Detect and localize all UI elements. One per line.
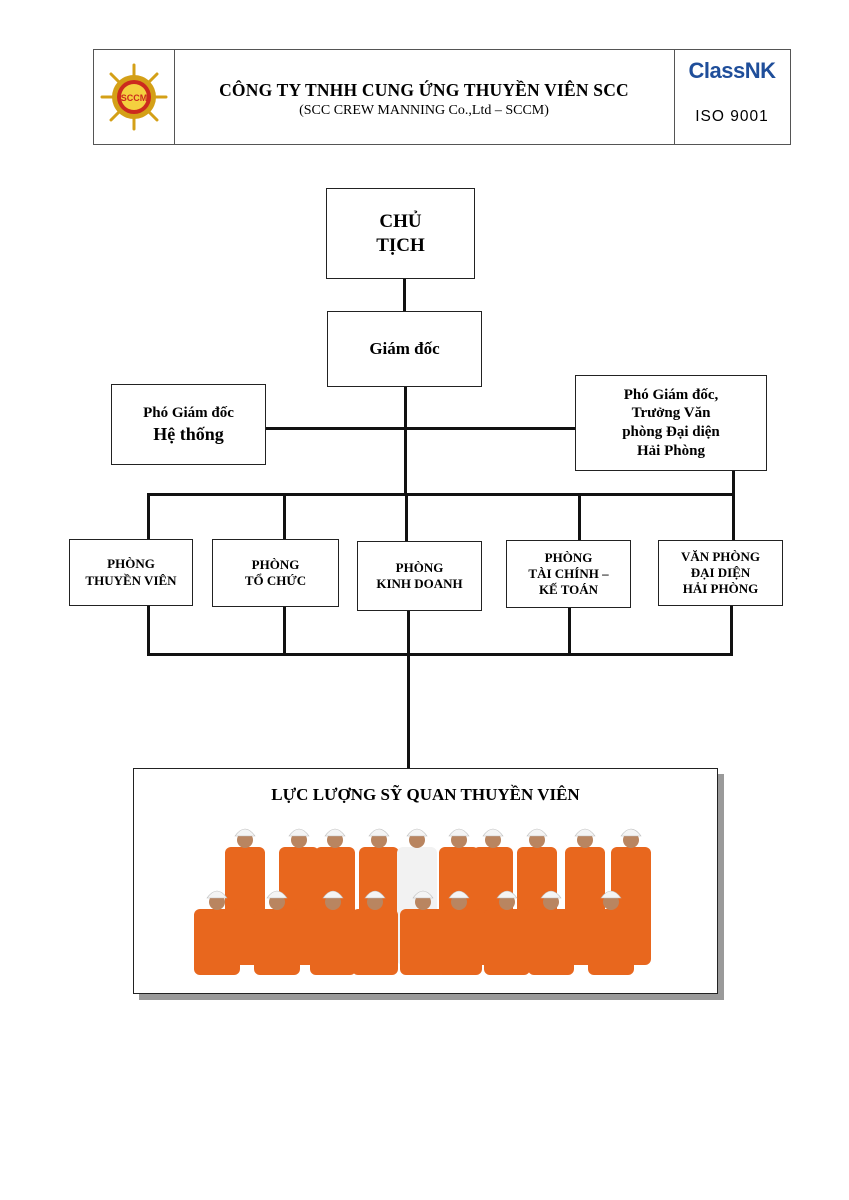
chairman-label-2: TỊCH [376, 234, 425, 256]
vice-director-haiphong-box [575, 375, 767, 471]
chairman-label-1: CHỦ [379, 210, 422, 232]
dept-organization-box [212, 539, 339, 607]
connector-dept-top-bus [147, 493, 735, 496]
connector-dept-1-top [147, 493, 150, 539]
connector-dept-3-bottom [407, 611, 410, 768]
company-name: CÔNG TY TNHH CUNG ỨNG THUYỀN VIÊN SCC [219, 80, 629, 100]
vice-director-haiphong-line-3: phòng Đại diện [622, 424, 720, 440]
logo-cell [94, 50, 175, 144]
dept-business-box [357, 541, 482, 611]
connector-dept-4-bottom [568, 608, 571, 655]
dept-haiphong-office-line-1: VĂN PHÒNG [680, 548, 761, 564]
connector-dept-3-top [405, 493, 408, 541]
dept-finance-box [506, 540, 631, 608]
dept-organization-line-1: PHÒNG [251, 556, 300, 572]
company-logo [94, 50, 174, 144]
document-header [93, 49, 791, 145]
dept-crew-line-1: PHÒNG [107, 556, 155, 572]
crew-panel [133, 768, 718, 994]
dept-haiphong-office-line-2: ĐẠI DIỆN [690, 564, 751, 580]
connector-haiphong-down [732, 471, 735, 495]
dept-crew-line-2: THUYỀN VIÊN [85, 572, 177, 588]
vice-director-haiphong-line-4: Hải Phòng [637, 442, 705, 459]
connector-dept-2-top [283, 493, 286, 539]
dept-haiphong-office-box [658, 540, 783, 606]
connector-dept-4-top [578, 493, 581, 540]
logo-label: SCCM [120, 93, 148, 103]
certification-cell [674, 50, 790, 144]
vice-director-haiphong-line-2: Trưởng Văn [631, 405, 711, 422]
dept-finance-line-2: TÀI CHÍNH – [528, 565, 609, 581]
crew-title: LỰC LƯỢNG SỸ QUAN THUYỀN VIÊN [271, 785, 580, 804]
title-cell [174, 50, 675, 144]
company-subtitle: (SCC CREW MANNING Co.,Ltd – SCCM) [299, 103, 549, 118]
connector-dept-1-bottom [147, 606, 150, 655]
vice-director-system-box [111, 384, 266, 465]
vice-director-haiphong-line-1: Phó Giám đốc, [623, 386, 719, 403]
crew-photo [187, 817, 669, 975]
vice-director-system-line-2: Hệ thống [153, 423, 224, 444]
dept-crew-box [69, 539, 193, 606]
connector-dept-2-bottom [283, 607, 286, 655]
vice-director-system-line-1: Phó Giám đốc [143, 404, 234, 421]
classnk-logo: ClassNK [688, 58, 776, 83]
dept-finance-line-1: PHÒNG [544, 549, 593, 565]
connector-dept-bottom-bus [147, 653, 733, 656]
connector-vice-directors [266, 427, 576, 430]
director-label: Giám đốc [369, 339, 440, 359]
connector-chairman-director [403, 279, 406, 311]
iso-label: ISO 9001 [695, 108, 769, 125]
dept-haiphong-office-line-3: HẢI PHÒNG [682, 581, 759, 597]
connector-director-main [404, 387, 407, 495]
dept-organization-line-2: TỔ CHỨC [244, 573, 307, 588]
connector-dept-5-top [732, 493, 735, 540]
dept-finance-line-3: KẾ TOÁN [538, 582, 599, 598]
chairman-box [326, 188, 475, 279]
dept-business-line-1: PHÒNG [395, 559, 444, 575]
director-box [327, 311, 482, 387]
dept-business-line-2: KINH DOANH [376, 576, 463, 591]
connector-dept-5-bottom [730, 606, 733, 655]
